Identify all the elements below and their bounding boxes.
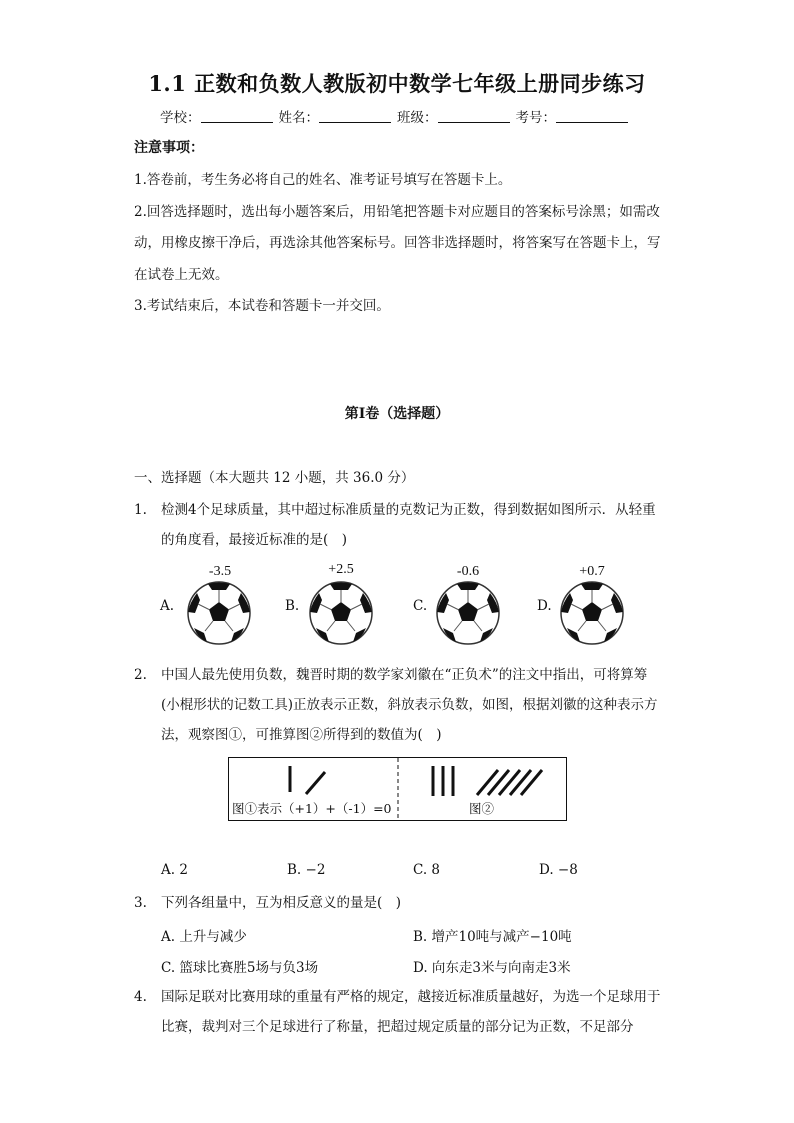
question-number: 1.	[134, 502, 147, 518]
option-letter: A.	[160, 598, 175, 614]
option-letter: B.	[285, 598, 300, 614]
section-heading: 一、选择题（本大题共 12 小题，共 36.0 分）	[134, 470, 415, 486]
option-b: B. −2	[287, 862, 326, 878]
option-c: C. 8	[413, 862, 441, 878]
name-blank	[319, 109, 391, 123]
school-blank	[201, 109, 273, 123]
figure-1-caption: 图①表示（+1）+（-1）=0	[232, 801, 392, 816]
name-label: 姓名：	[278, 110, 319, 126]
page-title: 1.1 正数和负数人教版初中数学七年级上册同步练习	[148, 71, 646, 96]
ball-value-label: +2.5	[328, 562, 354, 577]
question-number: 3.	[134, 895, 147, 911]
counting-rods-figure	[228, 757, 567, 821]
question-text: 国际足联对比赛用球的重量有严格的规定，越接近标准质量越好，为选一个足球用于比赛，裁判对三个足球进行了称量，把超过规定质量的部分记为正数，不足部分	[161, 989, 661, 1035]
option-letter: C.	[413, 598, 428, 614]
q1-options	[160, 562, 660, 646]
section-title: 第Ⅰ卷（选择题）	[344, 406, 450, 422]
number-blank	[556, 109, 628, 123]
ball-value-label: +0.7	[579, 564, 605, 579]
question-text: 中国人最先使用负数，魏晋时期的数学家刘徽在“正负术”的注文中指出，可将算筹(小棍形状的记数工具)正放表示正数，斜放表示负数，如图，根据刘徽的这种表示方法，观察图①，可推算图②所得到的数值为( )	[161, 667, 658, 743]
option-a: A. 上升与减少	[161, 929, 247, 945]
notes-list	[134, 165, 662, 323]
ball-value-label: -0.6	[456, 564, 480, 579]
question-text: 下列各组量中，互为相反意义的量是( )	[161, 895, 402, 911]
option-b: B. 增产10吨与减产−10吨	[413, 929, 572, 945]
notes-heading: 注意事项：	[134, 140, 204, 156]
class-blank	[438, 109, 510, 123]
ball-value-label: -3.5	[208, 564, 232, 579]
soccer-ball-icon	[308, 580, 374, 646]
option-d: D. −8	[539, 862, 578, 878]
figure-2-caption: 图②	[469, 801, 495, 816]
question-text: 检测4个足球质量，其中超过标准质量的克数记为正数，得到数据如图所示．从轻重的角度看，最接近标准的是( )	[161, 502, 656, 548]
class-label: 班级：	[397, 110, 438, 126]
option-a: A. 2	[161, 862, 188, 878]
soccer-ball-icon	[186, 580, 252, 646]
student-info-line	[160, 106, 634, 126]
option-c: C. 篮球比赛胜5场与负3场	[161, 960, 319, 976]
note-item: 2.回答选择题时，选出每小题答案后，用铅笔把答题卡对应题目的答案标号涂黑；如需改动，用橡皮擦干净后，再选涂其他答案标号。回答非选择题时，将答案写在答题卡上，写在试卷上无效。	[134, 203, 661, 283]
option-letter: D.	[537, 598, 552, 614]
number-label: 考号：	[515, 110, 556, 126]
soccer-ball-icon	[435, 580, 501, 646]
school-label: 学校：	[160, 110, 201, 126]
question-number: 2.	[134, 667, 147, 683]
soccer-ball-icon	[559, 580, 625, 646]
question-number: 4.	[134, 989, 147, 1005]
note-item: 1.答卷前，考生务必将自己的姓名、准考证号填写在答题卡上。	[134, 172, 512, 188]
option-d: D. 向东走3米与向南走3米	[413, 960, 571, 976]
note-item: 3.考试结束后，本试卷和答题卡一并交回。	[134, 298, 390, 314]
